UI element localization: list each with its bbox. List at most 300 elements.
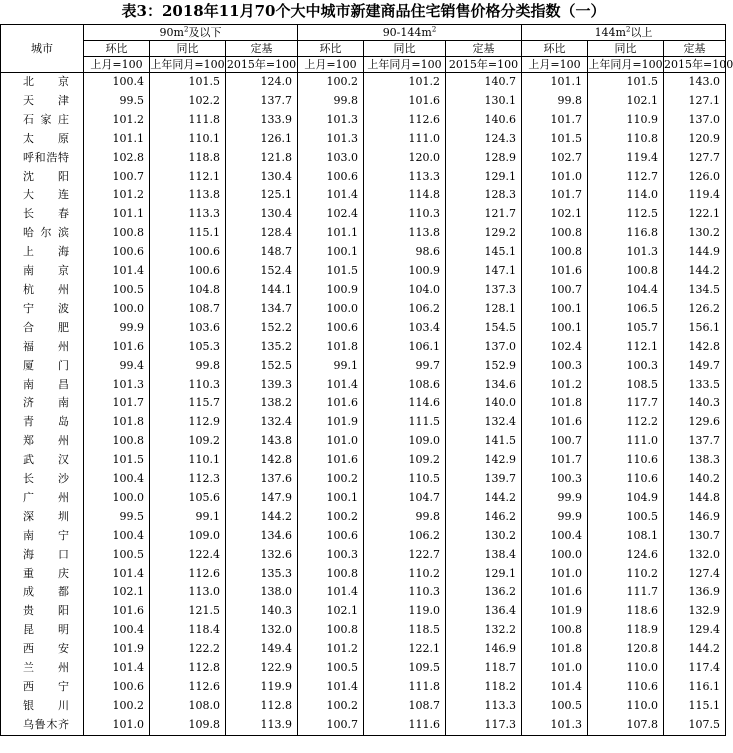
- index-value-cell: 132.6: [226, 546, 298, 565]
- index-value-cell: 112.7: [588, 168, 664, 187]
- index-value-cell: 111.0: [364, 130, 446, 149]
- table-row: [1, 149, 726, 168]
- index-value-cell: 111.8: [150, 111, 226, 130]
- index-value-cell: 135.2: [226, 338, 298, 357]
- index-value-cell: 117.7: [588, 394, 664, 413]
- table-row: [1, 281, 726, 300]
- group-header-text: 90m: [159, 26, 184, 39]
- base-header-2015: 2015年=100: [226, 58, 297, 71]
- index-value-cell: 112.8: [226, 697, 298, 716]
- index-value-cell: 101.3: [84, 376, 150, 395]
- index-value-cell: 148.7: [226, 243, 298, 262]
- metric-header-yoy: 同比: [364, 41, 446, 57]
- index-value-cell: 121.8: [226, 149, 298, 168]
- table-row: [1, 659, 726, 678]
- index-value-cell: 119.4: [664, 186, 726, 205]
- index-value-cell: 138.3: [664, 451, 726, 470]
- index-value-cell: 140.3: [226, 602, 298, 621]
- index-value-cell: 121.7: [446, 205, 522, 224]
- table-row: [1, 621, 726, 640]
- index-value-cell: 100.2: [298, 697, 364, 716]
- city-name-cell: 厦门: [1, 357, 84, 376]
- index-value-cell: 112.9: [150, 413, 226, 432]
- index-value-cell: 101.9: [84, 640, 150, 659]
- index-value-cell: 140.7: [446, 73, 522, 92]
- index-value-cell: 130.4: [226, 205, 298, 224]
- index-value-cell: 101.0: [84, 716, 150, 735]
- index-value-cell: 128.9: [446, 149, 522, 168]
- index-value-cell: 136.9: [664, 583, 726, 602]
- index-value-cell: 100.8: [298, 621, 364, 640]
- index-value-cell: 101.3: [298, 130, 364, 149]
- index-value-cell: 129.2: [446, 224, 522, 243]
- index-value-cell: 100.6: [298, 168, 364, 187]
- index-value-cell: 117.3: [446, 716, 522, 735]
- index-value-cell: 118.2: [446, 678, 522, 697]
- city-name-cell: 宁波: [1, 300, 84, 319]
- city-name-cell: 成都: [1, 583, 84, 602]
- index-value-cell: 113.8: [150, 186, 226, 205]
- table-row: [1, 338, 726, 357]
- index-value-cell: 140.3: [664, 394, 726, 413]
- index-value-cell: 100.9: [298, 281, 364, 300]
- index-value-cell: 100.6: [298, 319, 364, 338]
- index-value-cell: 101.4: [298, 583, 364, 602]
- index-value-cell: 138.0: [226, 583, 298, 602]
- index-value-cell: 111.8: [364, 678, 446, 697]
- index-value-cell: 101.0: [522, 168, 588, 187]
- table-row: [1, 697, 726, 716]
- index-value-cell: 122.7: [364, 546, 446, 565]
- index-value-cell: 118.9: [588, 621, 664, 640]
- index-value-cell: 100.6: [84, 678, 150, 697]
- index-value-cell: 128.4: [226, 224, 298, 243]
- index-value-cell: 134.5: [664, 281, 726, 300]
- group-header-text: 144m: [594, 26, 626, 39]
- index-value-cell: 100.1: [522, 300, 588, 319]
- index-value-cell: 152.2: [226, 319, 298, 338]
- index-value-cell: 99.4: [84, 357, 150, 376]
- index-value-cell: 144.8: [664, 489, 726, 508]
- index-value-cell: 101.5: [522, 130, 588, 149]
- index-value-cell: 110.2: [364, 565, 446, 584]
- table-row: [1, 73, 726, 92]
- index-value-cell: 101.1: [298, 224, 364, 243]
- city-name-cell: 青岛: [1, 413, 84, 432]
- index-value-cell: 100.5: [522, 697, 588, 716]
- table-row: [1, 168, 726, 187]
- index-value-cell: 135.3: [226, 565, 298, 584]
- index-value-cell: 110.0: [588, 659, 664, 678]
- index-value-cell: 127.1: [664, 92, 726, 111]
- index-value-cell: 154.5: [446, 319, 522, 338]
- city-name-cell: 乌鲁木齐: [1, 716, 84, 735]
- index-value-cell: 100.0: [522, 546, 588, 565]
- index-value-cell: 100.3: [588, 357, 664, 376]
- index-value-cell: 124.0: [226, 73, 298, 92]
- index-value-cell: 144.2: [664, 262, 726, 281]
- index-value-cell: 101.2: [84, 186, 150, 205]
- index-value-cell: 102.1: [298, 602, 364, 621]
- index-value-cell: 129.6: [664, 413, 726, 432]
- index-value-cell: 142.8: [664, 338, 726, 357]
- city-name-cell: 天津: [1, 92, 84, 111]
- index-value-cell: 101.4: [522, 678, 588, 697]
- table-row: [1, 394, 726, 413]
- group-header-suffix: 以上: [630, 26, 653, 39]
- index-value-cell: 112.3: [150, 470, 226, 489]
- index-value-cell: 101.4: [84, 565, 150, 584]
- index-value-cell: 152.9: [446, 357, 522, 376]
- index-value-cell: 126.2: [664, 300, 726, 319]
- index-value-cell: 113.8: [364, 224, 446, 243]
- index-value-cell: 137.0: [664, 111, 726, 130]
- city-name-cell: 合肥: [1, 319, 84, 338]
- index-value-cell: 105.6: [150, 489, 226, 508]
- index-value-cell: 112.1: [588, 338, 664, 357]
- index-value-cell: 101.7: [522, 111, 588, 130]
- group-header-superscript: 2: [626, 25, 631, 34]
- index-value-cell: 149.7: [664, 357, 726, 376]
- index-value-cell: 100.1: [298, 243, 364, 262]
- city-name-cell: 西宁: [1, 678, 84, 697]
- base-header-prev-year: 上年同月=100: [588, 58, 663, 71]
- index-value-cell: 137.0: [446, 338, 522, 357]
- index-value-cell: 110.9: [588, 111, 664, 130]
- index-value-cell: 119.4: [588, 149, 664, 168]
- index-value-cell: 100.5: [298, 659, 364, 678]
- index-value-cell: 101.5: [588, 73, 664, 92]
- index-value-cell: 124.6: [588, 546, 664, 565]
- table-row: [1, 546, 726, 565]
- index-value-cell: 146.2: [446, 508, 522, 527]
- base-header-2015: 2015年=100: [664, 58, 733, 71]
- index-value-cell: 102.4: [298, 205, 364, 224]
- index-value-cell: 100.2: [298, 73, 364, 92]
- city-name-cell: 银川: [1, 697, 84, 716]
- index-value-cell: 115.1: [664, 697, 726, 716]
- index-value-cell: 130.1: [446, 92, 522, 111]
- index-value-cell: 100.5: [84, 281, 150, 300]
- table-row: [1, 451, 726, 470]
- index-value-cell: 122.9: [226, 659, 298, 678]
- table-row: [1, 92, 726, 111]
- city-name-cell: 济南: [1, 394, 84, 413]
- city-name-cell: 兰州: [1, 659, 84, 678]
- city-name-cell: 上海: [1, 243, 84, 262]
- city-name-cell: 长沙: [1, 470, 84, 489]
- city-name-cell: 福州: [1, 338, 84, 357]
- group-header-small: [84, 25, 298, 41]
- index-value-cell: 129.1: [446, 168, 522, 187]
- index-value-cell: 100.8: [522, 621, 588, 640]
- index-value-cell: 100.4: [84, 621, 150, 640]
- index-value-cell: 109.0: [364, 432, 446, 451]
- index-value-cell: 99.5: [84, 92, 150, 111]
- index-value-cell: 101.8: [522, 394, 588, 413]
- index-value-cell: 111.6: [364, 716, 446, 735]
- index-value-cell: 140.0: [446, 394, 522, 413]
- index-value-cell: 118.8: [150, 149, 226, 168]
- index-value-cell: 100.1: [522, 319, 588, 338]
- index-value-cell: 112.6: [150, 678, 226, 697]
- table-title: 表3：2018年11月70个大中城市新建商品住宅销售价格分类指数（一）: [121, 2, 606, 20]
- index-value-cell: 102.4: [522, 338, 588, 357]
- index-value-cell: 143.8: [226, 432, 298, 451]
- index-value-cell: 137.7: [226, 92, 298, 111]
- index-value-cell: 119.0: [364, 602, 446, 621]
- index-value-cell: 108.7: [150, 300, 226, 319]
- index-value-cell: 104.4: [588, 281, 664, 300]
- index-value-cell: 109.8: [150, 716, 226, 735]
- table-row: [1, 489, 726, 508]
- index-value-cell: 110.1: [150, 130, 226, 149]
- index-value-cell: 134.6: [226, 527, 298, 546]
- index-value-cell: 100.7: [522, 432, 588, 451]
- index-value-cell: 101.8: [84, 413, 150, 432]
- index-value-cell: 142.9: [446, 451, 522, 470]
- index-value-cell: 137.7: [664, 432, 726, 451]
- index-value-cell: 122.1: [364, 640, 446, 659]
- index-value-cell: 100.6: [84, 243, 150, 262]
- index-value-cell: 101.4: [84, 262, 150, 281]
- index-value-cell: 110.0: [588, 697, 664, 716]
- base-header-prev-month: 上月=100: [298, 57, 364, 73]
- index-value-cell: 127.7: [664, 149, 726, 168]
- index-value-cell: 112.2: [588, 413, 664, 432]
- index-value-cell: 102.7: [522, 149, 588, 168]
- group-header-superscript: 2: [183, 25, 189, 34]
- city-name-cell: 沈阳: [1, 168, 84, 187]
- index-value-cell: 140.6: [446, 111, 522, 130]
- index-value-cell: 116.8: [588, 224, 664, 243]
- index-value-cell: 126.1: [226, 130, 298, 149]
- index-value-cell: 110.6: [588, 470, 664, 489]
- index-value-cell: 133.9: [226, 111, 298, 130]
- index-value-cell: 144.2: [664, 640, 726, 659]
- index-value-cell: 132.9: [664, 602, 726, 621]
- table-row: [1, 319, 726, 338]
- index-value-cell: 136.4: [446, 602, 522, 621]
- index-value-cell: 99.7: [364, 357, 446, 376]
- table-row: [1, 111, 726, 130]
- city-name-cell: 昆明: [1, 621, 84, 640]
- index-value-cell: 118.6: [588, 602, 664, 621]
- index-value-cell: 101.6: [522, 583, 588, 602]
- index-value-cell: 114.0: [588, 186, 664, 205]
- index-value-cell: 110.3: [364, 205, 446, 224]
- index-value-cell: 110.8: [588, 130, 664, 149]
- city-name-cell: 西安: [1, 640, 84, 659]
- index-value-cell: 100.8: [298, 565, 364, 584]
- city-name-cell: 石家庄: [1, 111, 84, 130]
- index-value-cell: 113.3: [446, 697, 522, 716]
- index-value-cell: 122.1: [664, 205, 726, 224]
- index-value-cell: 101.4: [84, 659, 150, 678]
- index-value-cell: 132.4: [226, 413, 298, 432]
- index-value-cell: 113.3: [364, 168, 446, 187]
- index-value-cell: 99.8: [364, 508, 446, 527]
- index-value-cell: 146.9: [664, 508, 726, 527]
- index-value-cell: 111.7: [588, 583, 664, 602]
- index-value-cell: 110.3: [150, 376, 226, 395]
- index-value-cell: 106.2: [364, 300, 446, 319]
- index-value-cell: 100.8: [522, 224, 588, 243]
- index-value-cell: 156.1: [664, 319, 726, 338]
- index-value-cell: 100.3: [298, 546, 364, 565]
- base-header-prev-month: 上月=100: [84, 57, 150, 73]
- index-value-cell: 101.5: [84, 451, 150, 470]
- index-value-cell: 101.6: [522, 262, 588, 281]
- index-value-cell: 141.5: [446, 432, 522, 451]
- index-value-cell: 106.2: [364, 527, 446, 546]
- index-value-cell: 110.3: [364, 583, 446, 602]
- index-value-cell: 124.3: [446, 130, 522, 149]
- index-value-cell: 101.7: [84, 394, 150, 413]
- index-value-cell: 101.1: [84, 130, 150, 149]
- index-value-cell: 144.2: [446, 489, 522, 508]
- index-value-cell: 101.6: [364, 92, 446, 111]
- index-value-cell: 113.9: [226, 716, 298, 735]
- index-value-cell: 143.0: [664, 73, 726, 92]
- index-value-cell: 134.7: [226, 300, 298, 319]
- table-row: [1, 508, 726, 527]
- index-value-cell: 100.6: [150, 243, 226, 262]
- index-value-cell: 120.0: [364, 149, 446, 168]
- index-value-cell: 101.8: [298, 338, 364, 357]
- index-value-cell: 100.4: [84, 527, 150, 546]
- index-value-cell: 100.8: [84, 224, 150, 243]
- index-value-cell: 129.1: [446, 565, 522, 584]
- index-value-cell: 149.4: [226, 640, 298, 659]
- index-value-cell: 118.7: [446, 659, 522, 678]
- metric-header-yoy: 同比: [588, 41, 664, 57]
- table-row: [1, 413, 726, 432]
- index-value-cell: 114.6: [364, 394, 446, 413]
- index-value-cell: 111.5: [364, 413, 446, 432]
- index-value-cell: 109.2: [364, 451, 446, 470]
- index-value-cell: 102.8: [84, 149, 150, 168]
- index-value-cell: 102.1: [522, 205, 588, 224]
- index-value-cell: 101.3: [588, 243, 664, 262]
- table-row: [1, 205, 726, 224]
- index-value-cell: 140.2: [664, 470, 726, 489]
- index-value-cell: 100.4: [522, 527, 588, 546]
- index-value-cell: 105.7: [588, 319, 664, 338]
- index-value-cell: 106.1: [364, 338, 446, 357]
- table-row: [1, 565, 726, 584]
- city-name-cell: 广州: [1, 489, 84, 508]
- index-value-cell: 99.8: [522, 92, 588, 111]
- base-header-prev-year: 上年同月=100: [150, 58, 225, 71]
- index-value-cell: 99.9: [522, 489, 588, 508]
- index-value-cell: 102.1: [84, 583, 150, 602]
- index-value-cell: 138.4: [446, 546, 522, 565]
- index-value-cell: 100.0: [84, 300, 150, 319]
- city-name-cell: 贵阳: [1, 602, 84, 621]
- table-row: [1, 300, 726, 319]
- index-value-cell: 147.1: [446, 262, 522, 281]
- index-value-cell: 128.3: [446, 186, 522, 205]
- index-value-cell: 101.0: [522, 565, 588, 584]
- index-value-cell: 102.1: [588, 92, 664, 111]
- index-value-cell: 101.6: [84, 602, 150, 621]
- index-value-cell: 108.0: [150, 697, 226, 716]
- index-value-cell: 110.6: [588, 678, 664, 697]
- index-value-cell: 100.3: [522, 357, 588, 376]
- index-value-cell: 112.6: [150, 565, 226, 584]
- index-value-cell: 100.2: [298, 470, 364, 489]
- index-value-cell: 108.6: [364, 376, 446, 395]
- index-value-cell: 101.2: [522, 376, 588, 395]
- index-value-cell: 132.4: [446, 413, 522, 432]
- index-value-cell: 132.0: [226, 621, 298, 640]
- table-body: [1, 73, 726, 736]
- metric-header-mom: 环比: [522, 41, 588, 57]
- index-value-cell: 152.5: [226, 357, 298, 376]
- index-value-cell: 105.3: [150, 338, 226, 357]
- index-value-cell: 102.2: [150, 92, 226, 111]
- index-value-cell: 101.7: [522, 186, 588, 205]
- index-value-cell: 145.1: [446, 243, 522, 262]
- city-name-cell: 北京: [1, 73, 84, 92]
- metric-header-fixed-base: 定基: [446, 41, 522, 57]
- index-value-cell: 134.6: [446, 376, 522, 395]
- index-value-cell: 100.0: [298, 300, 364, 319]
- city-column-header: 城市: [1, 25, 84, 73]
- index-value-cell: 144.1: [226, 281, 298, 300]
- index-value-cell: 125.1: [226, 186, 298, 205]
- index-value-cell: 100.0: [84, 489, 150, 508]
- index-value-cell: 103.0: [298, 149, 364, 168]
- city-name-cell: 长春: [1, 205, 84, 224]
- index-value-cell: 144.9: [664, 243, 726, 262]
- index-value-cell: 126.0: [664, 168, 726, 187]
- index-value-cell: 122.4: [150, 546, 226, 565]
- index-value-cell: 100.4: [84, 470, 150, 489]
- city-name-cell: 南宁: [1, 527, 84, 546]
- index-value-cell: 101.3: [522, 716, 588, 735]
- index-value-cell: 139.7: [446, 470, 522, 489]
- index-value-cell: 101.5: [298, 262, 364, 281]
- index-value-cell: 99.8: [298, 92, 364, 111]
- index-value-cell: 146.9: [446, 640, 522, 659]
- index-value-cell: 99.1: [298, 357, 364, 376]
- index-value-cell: 132.0: [664, 546, 726, 565]
- index-value-cell: 101.0: [298, 432, 364, 451]
- index-value-cell: 100.6: [298, 527, 364, 546]
- index-value-cell: 144.2: [226, 508, 298, 527]
- city-name-cell: 呼和浩特: [1, 149, 84, 168]
- index-value-cell: 110.5: [364, 470, 446, 489]
- index-value-cell: 101.2: [364, 73, 446, 92]
- index-value-cell: 137.3: [446, 281, 522, 300]
- price-index-table: [0, 24, 733, 736]
- index-value-cell: 99.5: [84, 508, 150, 527]
- index-value-cell: 118.4: [150, 621, 226, 640]
- index-value-cell: 112.5: [588, 205, 664, 224]
- index-value-cell: 100.8: [588, 262, 664, 281]
- index-value-cell: 100.2: [298, 508, 364, 527]
- index-value-cell: 114.8: [364, 186, 446, 205]
- index-value-cell: 101.9: [522, 602, 588, 621]
- index-value-cell: 108.7: [364, 697, 446, 716]
- index-value-cell: 130.7: [664, 527, 726, 546]
- metric-header-fixed-base: 定基: [664, 41, 726, 57]
- table-row: [1, 716, 726, 735]
- city-name-cell: 南京: [1, 262, 84, 281]
- index-value-cell: 101.4: [298, 376, 364, 395]
